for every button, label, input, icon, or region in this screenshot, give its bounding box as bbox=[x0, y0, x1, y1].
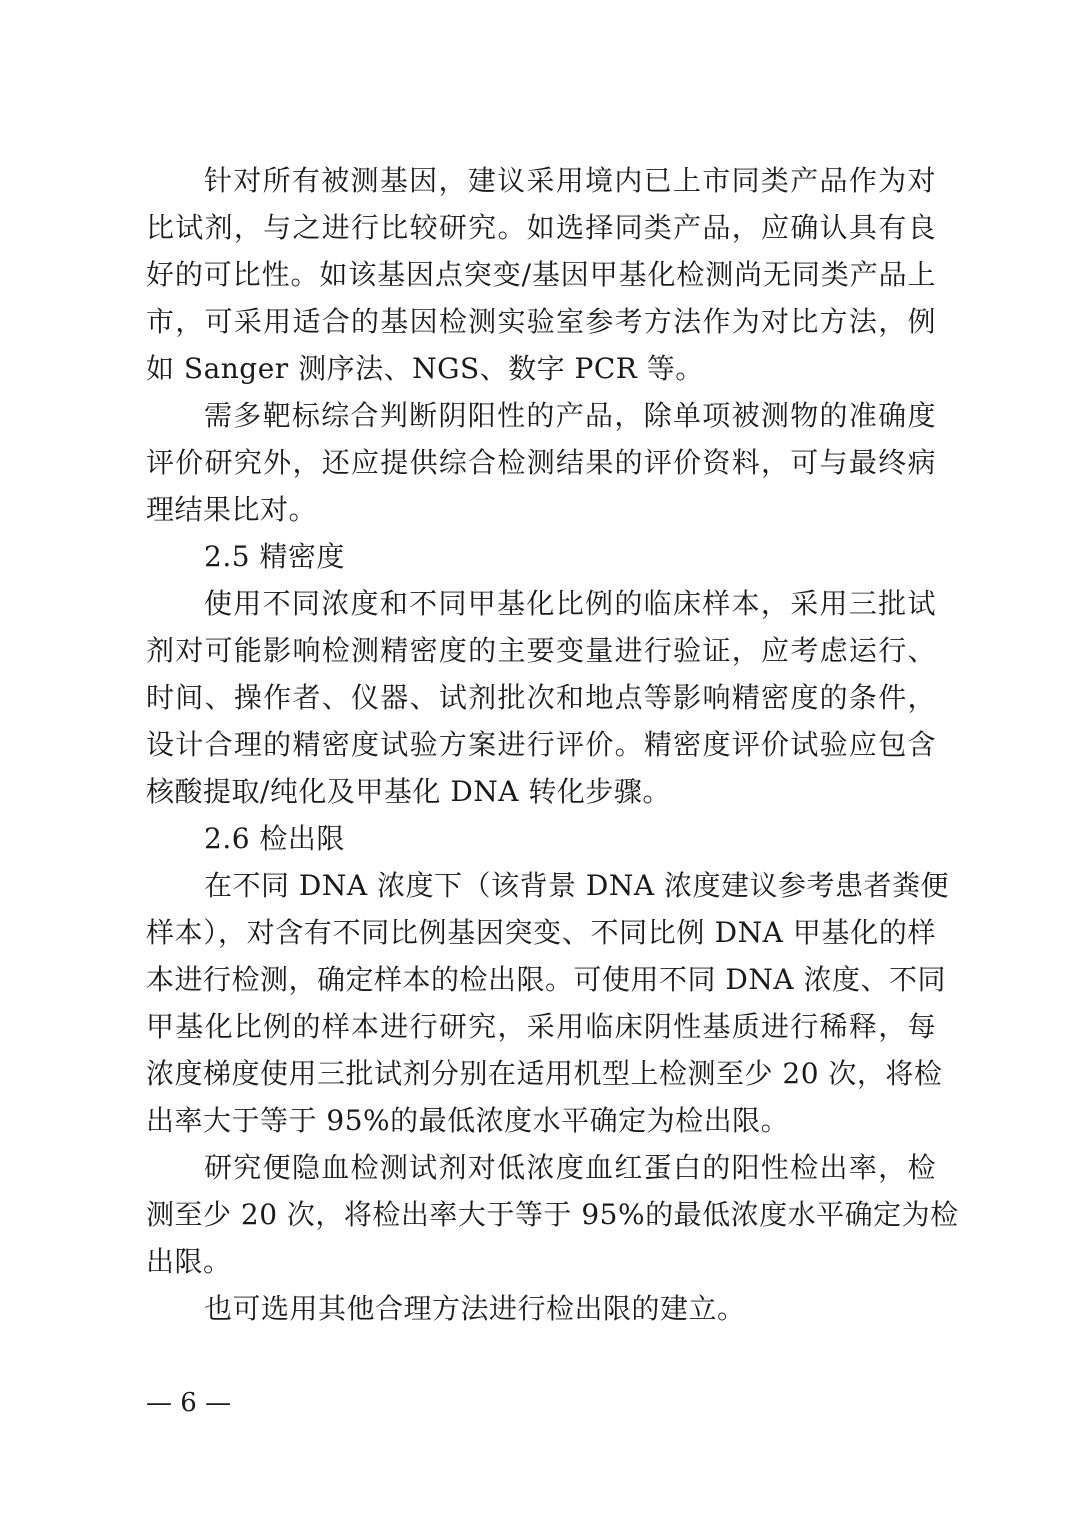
text-line: 针对所有被测基因，建议采用境内已上市同类产品作为对 bbox=[204, 164, 936, 197]
text-line: 评价研究外，还应提供综合检测结果的评价资料，可与最终病 bbox=[146, 446, 936, 479]
text-line: 设计合理的精密度试验方案进行评价。精密度评价试验应包含 bbox=[146, 728, 936, 761]
text-line: 出率大于等于 95%的最低浓度水平确定为检出限。 bbox=[146, 1104, 790, 1137]
text-line: 甲基化比例的样本进行研究，采用临床阴性基质进行稀释，每 bbox=[146, 1010, 936, 1043]
text-line: 市，可采用适合的基因检测实验室参考方法作为对比方法，例 bbox=[146, 305, 936, 338]
text-line: 测至少 20 次，将检出率大于等于 95%的最低浓度水平确定为检 bbox=[146, 1198, 959, 1231]
text-line: 好的可比性。如该基因点突变/基因甲基化检测尚无同类产品上 bbox=[146, 258, 936, 291]
text-line: 也可选用其他合理方法进行检出限的建立。 bbox=[204, 1292, 746, 1325]
text-line: 使用不同浓度和不同甲基化比例的临床样本，采用三批试 bbox=[204, 587, 936, 620]
text-line: 剂对可能影响检测精密度的主要变量进行验证，应考虑运行、 bbox=[146, 634, 936, 667]
page-number: — 6 — bbox=[146, 1388, 232, 1418]
text-line: 如 Sanger 测序法、NGS、数字 PCR 等。 bbox=[146, 352, 704, 385]
text-line: 本进行检测，确定样本的检出限。可使用不同 DNA 浓度、不同 bbox=[146, 963, 946, 996]
section-heading: 2.5 精密度 bbox=[204, 540, 345, 573]
text-line: 出限。 bbox=[146, 1245, 232, 1278]
document-body bbox=[146, 157, 959, 1332]
text-line: 样本），对含有不同比例基因突变、不同比例 DNA 甲基化的样 bbox=[146, 916, 936, 949]
text-line: 比试剂，与之进行比较研究。如选择同类产品，应确认具有良 bbox=[146, 211, 936, 244]
text-line: 核酸提取/纯化及甲基化 DNA 转化步骤。 bbox=[146, 775, 671, 808]
section-heading: 2.6 检出限 bbox=[204, 822, 345, 855]
text-line: 需多靶标综合判断阴阳性的产品，除单项被测物的准确度 bbox=[204, 399, 936, 432]
text-line: 浓度梯度使用三批试剂分别在适用机型上检测至少 20 次，将检 bbox=[146, 1057, 943, 1090]
text-line: 时间、操作者、仪器、试剂批次和地点等影响精密度的条件， bbox=[146, 681, 936, 714]
text-line: 理结果比对。 bbox=[146, 493, 318, 526]
text-line: 在不同 DNA 浓度下（该背景 DNA 浓度建议参考患者粪便 bbox=[204, 869, 949, 902]
text-line: 研究便隐血检测试剂对低浓度血红蛋白的阳性检出率，检 bbox=[204, 1151, 936, 1184]
